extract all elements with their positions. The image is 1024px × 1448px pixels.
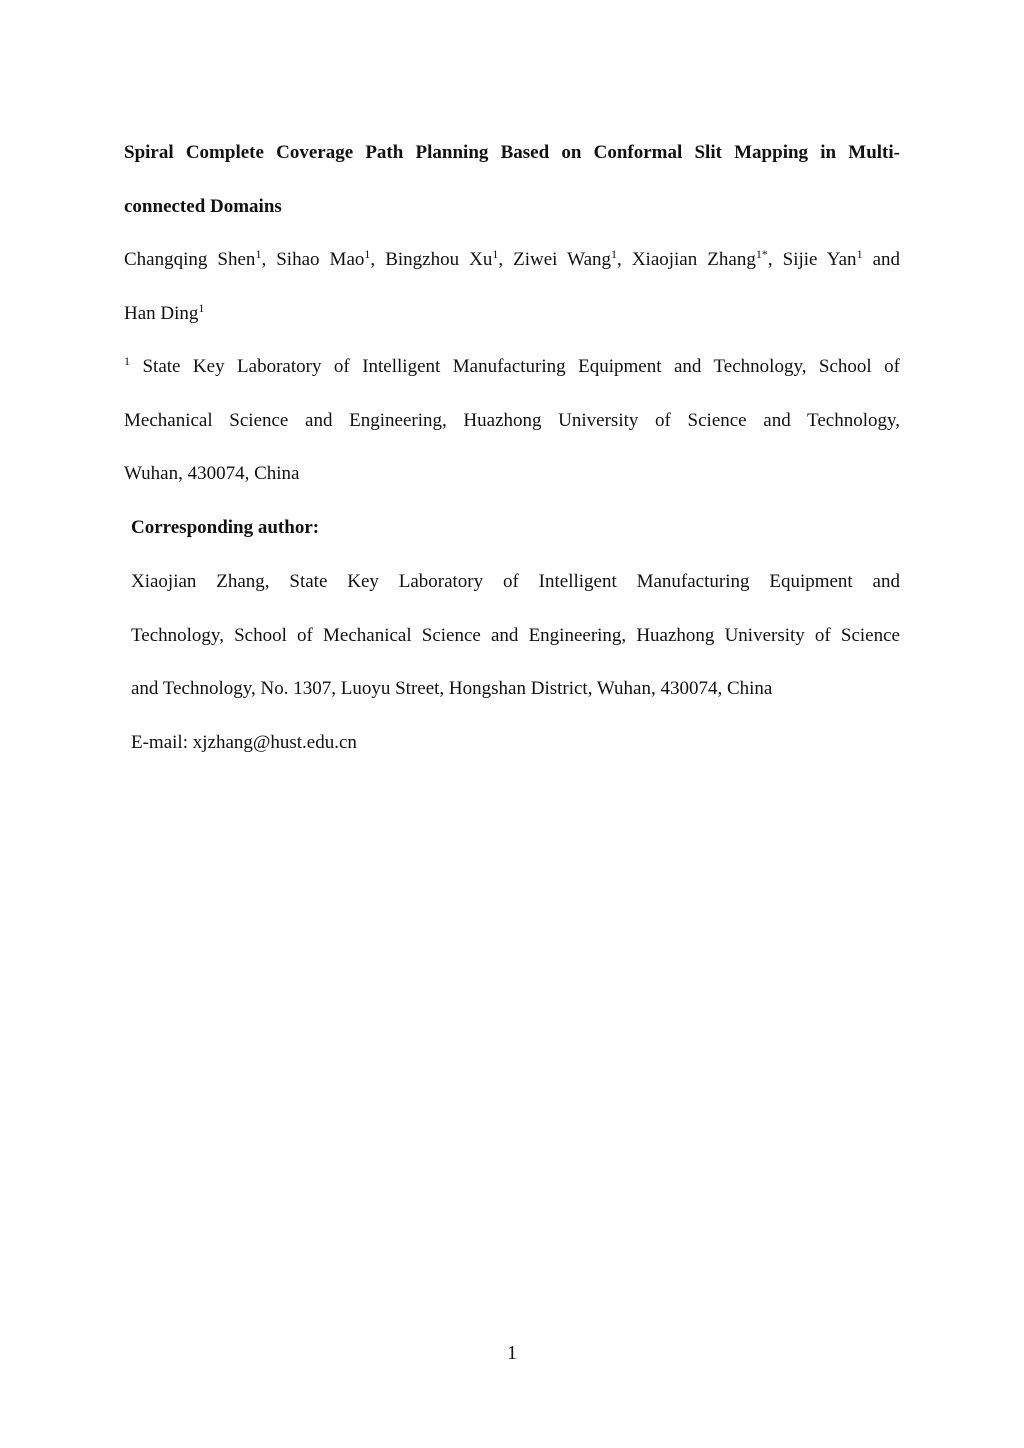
author-affiliation-mark: 1 bbox=[492, 247, 499, 261]
affiliation-marker: 1 bbox=[124, 354, 130, 368]
author-name: Sihao Mao bbox=[276, 249, 365, 270]
author-name: Ziwei Wang bbox=[513, 249, 612, 270]
author-affiliation-mark: 1 bbox=[856, 247, 863, 261]
affiliation-line-3: Wuhan, 430074, China bbox=[124, 463, 300, 484]
corresponding-email: E-mail: xjzhang@hust.edu.cn bbox=[131, 732, 357, 753]
author-separator: , bbox=[767, 249, 783, 270]
page-number: 1 bbox=[507, 1342, 517, 1364]
corresponding-heading: Corresponding author: bbox=[131, 517, 320, 538]
author-name: Sijie Yan bbox=[782, 249, 857, 270]
author-separator: , bbox=[370, 249, 386, 270]
author-affiliation-mark: 1 bbox=[255, 247, 262, 261]
corresponding-line-1: Xiaojian Zhang, State Key Laboratory of Intelligent Manufacturing Equipment and bbox=[131, 571, 900, 592]
author-affiliation-mark: 1* bbox=[755, 247, 768, 261]
affiliation-line-1 bbox=[124, 355, 900, 379]
title-line-1: Spiral Complete Coverage Path Planning Based on Conformal Slit Mapping in Multi- bbox=[124, 142, 900, 163]
author-separator: , bbox=[261, 249, 277, 270]
affiliation-text: State Key Laboratory of Intelligent Manufacturing Equipment and Technology, School of bbox=[142, 356, 900, 377]
author-name: Xiaojian Zhang bbox=[631, 249, 756, 270]
author-affiliation-mark: 1 bbox=[198, 301, 205, 315]
corresponding-line-2: Technology, School of Mechanical Science and Engineering, Huazhong University of Science bbox=[131, 625, 900, 646]
author-affiliation-mark: 1 bbox=[611, 247, 618, 261]
author-separator: , bbox=[617, 249, 632, 270]
title-line-2: connected Domains bbox=[124, 196, 282, 217]
affiliation-line-2: Mechanical Science and Engineering, Huazhong University of Science and Technology, bbox=[124, 410, 900, 431]
author-name: Han Ding bbox=[124, 303, 199, 324]
author-line-2 bbox=[124, 302, 900, 326]
author-affiliation-mark: 1 bbox=[364, 247, 371, 261]
author-name: Changqing Shen bbox=[124, 249, 256, 270]
author-separator: and bbox=[862, 249, 901, 270]
author-separator: , bbox=[498, 249, 514, 270]
author-line-1 bbox=[124, 248, 900, 272]
author-name: Bingzhou Xu bbox=[385, 249, 493, 270]
corresponding-line-3: and Technology, No. 1307, Luoyu Street, Hongshan District, Wuhan, 430074, China bbox=[131, 678, 773, 699]
